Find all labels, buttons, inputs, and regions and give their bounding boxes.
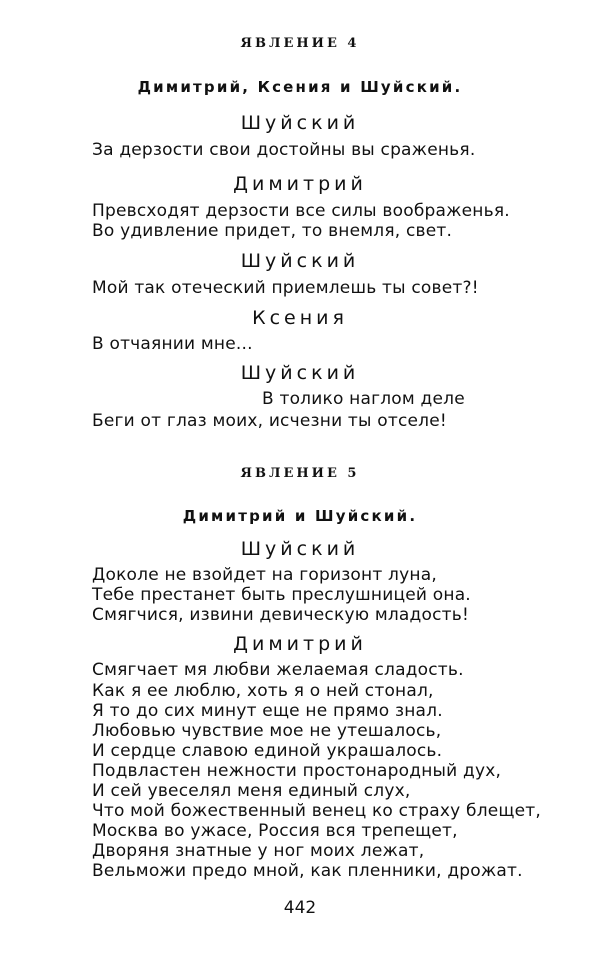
verse-line: За дерзости свои достойны вы сраженья. (92, 140, 476, 160)
verse-line: Смягчает мя любви желаемая сладость. (92, 660, 464, 680)
verse-line: Превсходят дерзости все силы воображенья. (92, 201, 510, 221)
verse-line: И сей увеселял меня единый слух, (92, 781, 411, 801)
speaker-name: Шуйский (240, 112, 360, 134)
verse-line: Тебе престанет быть преслушницей она. (92, 585, 471, 605)
verse-line: Дворяня знатные у ног моих лежат, (92, 841, 425, 861)
scene-4-heading: ЯВЛЕНИЕ 4 (240, 36, 360, 51)
verse-line: Вельможи предо мной, как пленники, дрожат. (92, 861, 523, 881)
scene-5-cast: Димитрий и Шуйский. (182, 507, 418, 525)
speaker-name: Димитрий (233, 173, 367, 195)
verse-line: Смягчися, извини девическую младость! (92, 605, 469, 625)
scene-5-heading: ЯВЛЕНИЕ 5 (240, 466, 360, 481)
page-number: 442 (283, 898, 317, 918)
verse-line: Как я ее люблю, хоть я о ней стонал, (92, 681, 434, 701)
verse-line: Что мой божественный венец ко страху блещет, (92, 801, 541, 821)
verse-line: Я то до сих минут еще не прямо знал. (92, 701, 443, 721)
verse-line: Любовью чувствие мое не утешалось, (92, 721, 442, 741)
speaker-name: Димитрий (233, 633, 367, 655)
verse-line: Беги от глаз моих, исчезни ты отселе! (92, 411, 447, 431)
verse-line: Мой так отеческий приемлешь ты совет?! (92, 278, 479, 298)
speaker-name: Шуйский (240, 538, 360, 560)
verse-line: В отчаянии мне... (92, 334, 253, 354)
speaker-name: Шуйский (240, 250, 360, 272)
speaker-name: Шуйский (240, 362, 360, 384)
speaker-name: Ксения (252, 307, 348, 329)
verse-line: Доколе не взойдет на горизонт луна, (92, 565, 437, 585)
verse-line: Москва во ужасе, Россия вся трепещет, (92, 821, 458, 841)
verse-line: Во удивление придет, то внемля, свет. (92, 221, 453, 241)
verse-line: И сердце славою единой украшалось. (92, 741, 443, 761)
scene-4-cast: Димитрий, Ксения и Шуйский. (137, 78, 463, 96)
verse-line: Подвластен нежности простонародный дух, (92, 761, 502, 781)
verse-line: В толико наглом деле (262, 389, 465, 409)
